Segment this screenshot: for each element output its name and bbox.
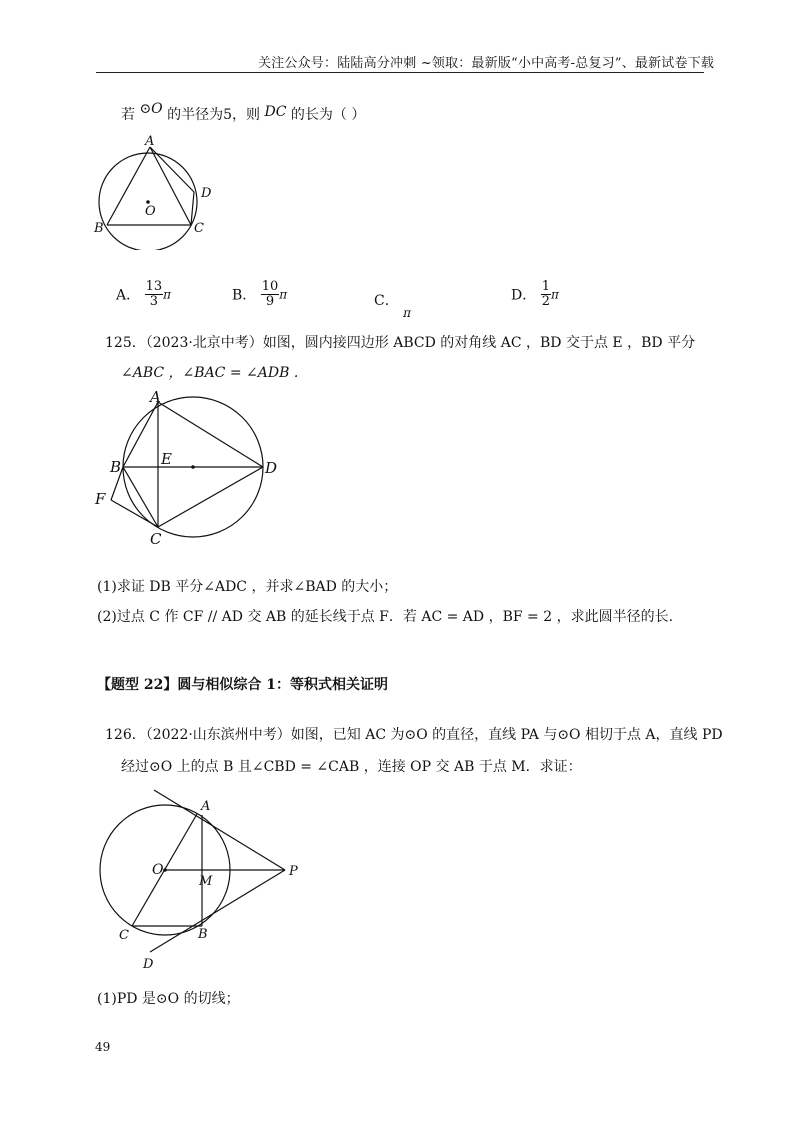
fig1-line-ab [107,147,150,225]
option-b-letter: B． [232,287,257,304]
q125-sub1: (1)求证 DB 平分∠ADC ，并求∠BAD 的大小； [97,579,398,595]
fig3-label-d: D [143,957,154,972]
fig3-label-m: M [199,874,213,889]
fig2-line-ab [123,402,158,467]
fig2-center-dot [191,465,195,469]
fig3-line-pa [154,790,285,870]
fig2-line-fc [111,500,158,527]
fig1-label-b: B [94,221,104,236]
q125-sub2: (2)过点 C 作 CF // AD 交 AB 的延长线于点 F．若 AC = AD ，BF = 2 ，求此圆半径的长. [97,609,674,625]
circle-symbol: ⊙O [139,101,163,117]
section-title: 【题型 22】圆与相似综合 1：等积式相关证明 [97,677,388,693]
fig1-label-a: A [145,135,155,149]
fig3-label-p: P [289,864,298,879]
option-c-pi: π [403,306,412,320]
option-b-fraction: $\frac{10}{9}$ [261,279,279,309]
option-a-letter: A． [116,287,141,304]
fig2-label-f: F [95,490,106,508]
arc-symbol: DC [264,104,287,120]
q126-sub1: (1)PD 是⊙O 的切线； [97,991,240,1007]
fig2-label-c: C [150,530,162,548]
q124-stem [121,101,366,124]
option-d-fraction: $\frac{1}{2}$ [541,279,550,309]
fig3-center-dot [163,868,167,872]
page-header: 关注公众号：陆陆高分冲刺 ~领取：最新版“小中高考-总复习”、最新试卷下载 [258,56,715,71]
fig3-line-pd [150,870,285,952]
fig1-label-o: O [145,204,156,219]
fig2-line-cd [158,467,263,527]
fig2-line-bc [123,467,158,527]
q125-line1: 125．（2023·北京中考）如图，圆内接四边形 ABCD 的对角线 AC ，BD 交于点 E ，BD 平分 [105,335,696,351]
page-number: 49 [95,1040,111,1054]
q124-suffix: 的长为（ ） [290,107,366,123]
fig1-label-c: C [194,221,204,236]
fig3-label-o: O [152,862,164,878]
option-a-pi: π [163,287,172,302]
option-c-letter: C． [374,293,399,309]
option-d-letter: D． [511,287,537,304]
fig3-label-c: C [119,928,129,943]
option-c[interactable] [374,290,412,320]
option-b-pi: π [279,287,288,302]
q124-prefix: 若 [121,107,135,123]
q126-line2: 经过⊙O 上的点 B 且∠CBD = ∠CAB ，连接 OP 交 AB 于点 M．求证： [121,759,582,775]
figure-inscribed-triangle [90,135,220,250]
fig1-label-d: D [201,186,212,201]
figure-cyclic-quadrilateral [92,388,292,548]
fig2-label-a: A [150,388,161,406]
q125-line2: ∠ABC ，∠BAC = ∠ADB . [121,365,299,381]
fig2-label-e: E [161,450,172,468]
option-d[interactable] [511,280,559,309]
option-a-fraction: $\frac{13}{3}$ [145,279,163,309]
fig2-line-da [158,402,263,467]
header-rule [96,72,704,73]
q124-mid: 的半径为5，则 [167,107,261,123]
q126-line1: 126．（2022·山东滨州中考）如图，已知 AC 为⊙O 的直径，直线 PA 与⊙O 相切于点 A，直线 PD [105,727,723,743]
fig2-label-b: B [110,458,122,476]
fig1-line-ad [150,147,194,192]
figure-tangent-circle [92,782,312,972]
fig3-label-a: A [201,799,211,814]
fig2-label-d: D [265,459,278,477]
fig3-label-b: B [198,927,208,942]
option-d-pi: π [550,287,559,302]
option-a[interactable] [116,280,171,309]
option-b[interactable] [232,280,287,309]
